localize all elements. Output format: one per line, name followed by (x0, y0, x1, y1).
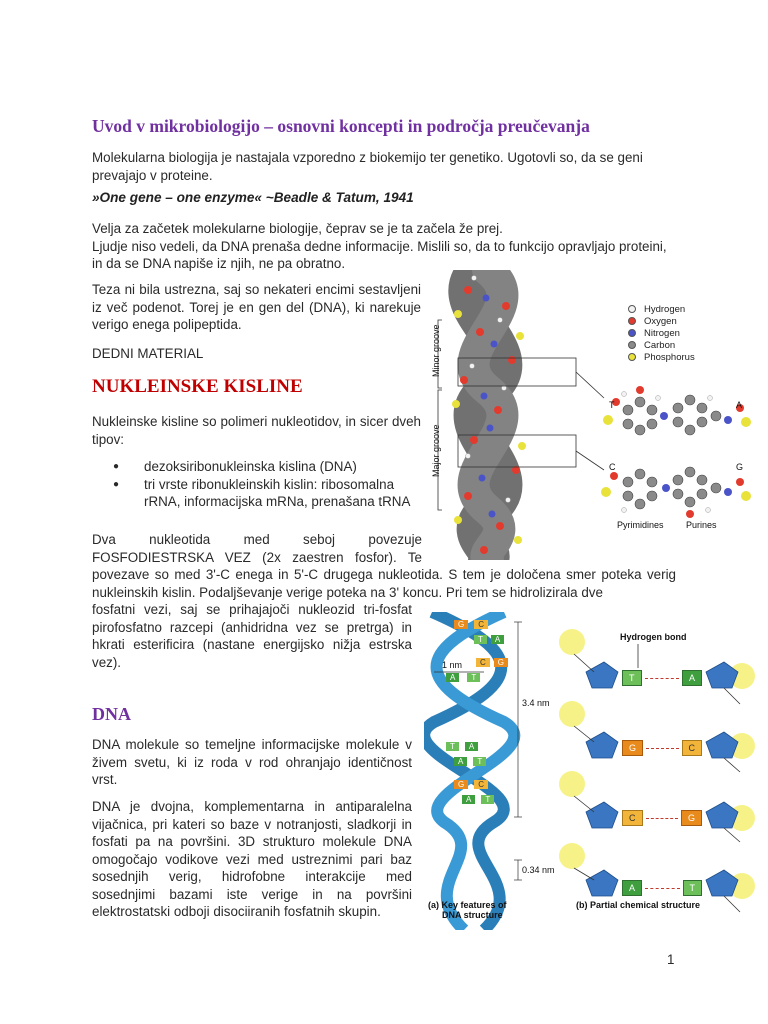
helix-pair (474, 635, 516, 644)
dna-space-filling-figure (428, 270, 758, 560)
paragraph-thesis: Teza ni bila ustrezna, saj so nekateri encimi sestavljeni iz več podenot. Torej je en gen del (DNA), ki narekuje verigo enega polipeptida. (92, 282, 421, 332)
base-a-label: A (736, 400, 743, 410)
legend-item: Hydrogen (628, 303, 695, 315)
chemical-pair (622, 736, 702, 760)
base-g-label: G (736, 462, 744, 472)
base-t-label: T (609, 400, 615, 410)
page-number: 1 (667, 952, 675, 967)
list-item: ● dezoksiribonukleinska kislina (DNA) (113, 458, 423, 476)
helix-base: G (454, 620, 468, 629)
helix-base: C (476, 658, 490, 667)
phosphodiester-full: povezave so med 3'-C enega in 5'-C drugega nukleotida. S tem je določena smer poteka verig nukleinskih kislin. Podaljševanje verige poteka na 3' koncu. Pri tem se hidrolizirala dve (92, 567, 676, 600)
helix-base: T (446, 742, 459, 751)
chemical-base: T (683, 880, 703, 896)
helix-base: A (491, 635, 504, 644)
rise-label: 0.34 nm (522, 865, 555, 875)
chemical-pair (622, 666, 702, 690)
dna-paragraph-2: DNA je dvojna, komplementarna in antiparalelna vijačnica, pri kateri so baze v notranjosti, sladkorji in fosfati pa na površini. 3D strukturo molekule DNA omogočajo vodikove vezi med ustreznimi pari baz sosednjih verig, hidrofobne interakcije med sosednjimi bazami iste verige in na površini elektrostatski odboji disociiranih fosfatnih skupin. (92, 799, 412, 919)
nitrogen-dot-icon (628, 329, 636, 337)
chemical-base: G (681, 810, 702, 826)
dna-paragraph-1: DNA molekule so temeljne informacijske molekule v živem svetu, ki iz roda v rod ohranjajo identičnost vrst. (92, 737, 412, 787)
helix-pair (454, 780, 516, 789)
helix-base: G (454, 780, 468, 789)
chemical-base: A (622, 880, 642, 896)
caption-a (428, 900, 507, 920)
nucleic-acid-types-list (113, 458, 423, 511)
helix-base: C (474, 780, 488, 789)
hydrogen-dot-icon (628, 305, 636, 313)
helix-pair (446, 673, 516, 682)
atom-legend (628, 303, 695, 363)
dna-structure-figure (424, 612, 758, 930)
helix-base: C (474, 620, 488, 629)
helix-base: A (465, 742, 478, 751)
purines-label: Purines (686, 520, 717, 530)
helix-base-pairs (434, 620, 516, 810)
dna-space-filling-svg (428, 270, 758, 560)
chemical-base: A (682, 670, 702, 686)
paragraph-history (92, 220, 672, 273)
page-title: Uvod v mikrobiologijo – osnovni koncepti in področja preučevanja (92, 116, 590, 136)
major-groove-label: Major groove (431, 424, 441, 477)
legend-item: Nitrogen (628, 327, 695, 339)
helix-pair (454, 757, 516, 766)
minor-groove-label: Minor groove (431, 324, 441, 377)
base-c-label: C (609, 462, 616, 472)
chemical-base: G (622, 740, 643, 756)
chemical-base: C (622, 810, 643, 826)
nucleic-acids-intro: Nukleinske kisline so polimeri nukleotidov, in sicer dveh tipov: (92, 414, 421, 447)
chemical-base-pairs (622, 666, 702, 900)
carbon-dot-icon (628, 341, 636, 349)
helix-base: T (473, 757, 486, 766)
chemical-pair (622, 806, 702, 830)
pyrimidines-label: Pyrimidines (617, 520, 664, 530)
heading-nucleic-acids: NUKLEINSKE KISLINE (92, 376, 303, 397)
chemical-base: C (682, 740, 703, 756)
legend-item: Carbon (628, 339, 695, 351)
phosphodiester-continued: fosfatni vezi, saj se prihajajoči nukleozid tri-fosfat pirofosfatno razcepi (anhidridna vez se pretrga) in hkrati esterificira (nastane energijsko nižja estrska vez). (92, 602, 412, 670)
helix-pair (462, 795, 516, 804)
dna-helix-model (452, 270, 526, 560)
phosphorus-dot-icon (628, 353, 636, 361)
helix-base: A (462, 795, 475, 804)
oxygen-dot-icon (628, 317, 636, 325)
pitch-label: 3.4 nm (522, 698, 550, 708)
helix-base: T (467, 673, 480, 682)
legend-item: Phosphorus (628, 351, 695, 363)
hydrogen-bond-label: Hydrogen bond (620, 632, 687, 642)
helix-base: T (481, 795, 494, 804)
heading-dna: DNA (92, 704, 131, 724)
caption-a-line2: DNA structure (442, 910, 503, 920)
legend-item: Oxygen (628, 315, 695, 327)
caption-b: (b) Partial chemical structure (576, 900, 701, 910)
list-item: ● tri vrste ribonukleinskih kislin: ribosomalna rRNA, informacijska mRNa, prenašana tRNA (113, 476, 423, 511)
paragraph-history-line2: Ljudje niso vedeli, da DNA prenaša dedne informacije. Mislili so, da to funkcijo opravljajo proteini, in da se DNA napiše iz njih, ne pa obratno. (92, 238, 667, 271)
paragraph-history-line1: Velja za začetek molekularne biologije, čeprav se je ta začela že prej. (92, 221, 503, 236)
quote-line: »One gene – one enzyme« ~Beadle & Tatum, 1941 (92, 190, 414, 205)
chemical-pair (622, 876, 702, 900)
section-label: DEDNI MATERIAL (92, 346, 204, 361)
caption-a-line1: (a) Key features of (428, 900, 507, 910)
helix-pair (454, 620, 516, 629)
phosphodiester-short: Dva nukleotida med seboj povezuje FOSFODIESTRSKA VEZ (2x zaestren fosfor). Te (92, 532, 422, 565)
helix-base: A (446, 673, 459, 682)
base-pair-molecules (601, 386, 751, 518)
helix-base: T (474, 635, 487, 644)
helix-base: A (454, 757, 467, 766)
chemical-base: T (622, 670, 642, 686)
helix-base: G (494, 658, 508, 667)
helix-pair (476, 658, 516, 667)
helix-pair (446, 742, 516, 751)
intro-paragraph: Molekularna biologija je nastajala vzporedno z biokemijo ter genetiko. Ugotovli so, da se geni prevajajo v proteine. (92, 150, 643, 183)
width-1nm-label: 1 nm (442, 660, 463, 670)
